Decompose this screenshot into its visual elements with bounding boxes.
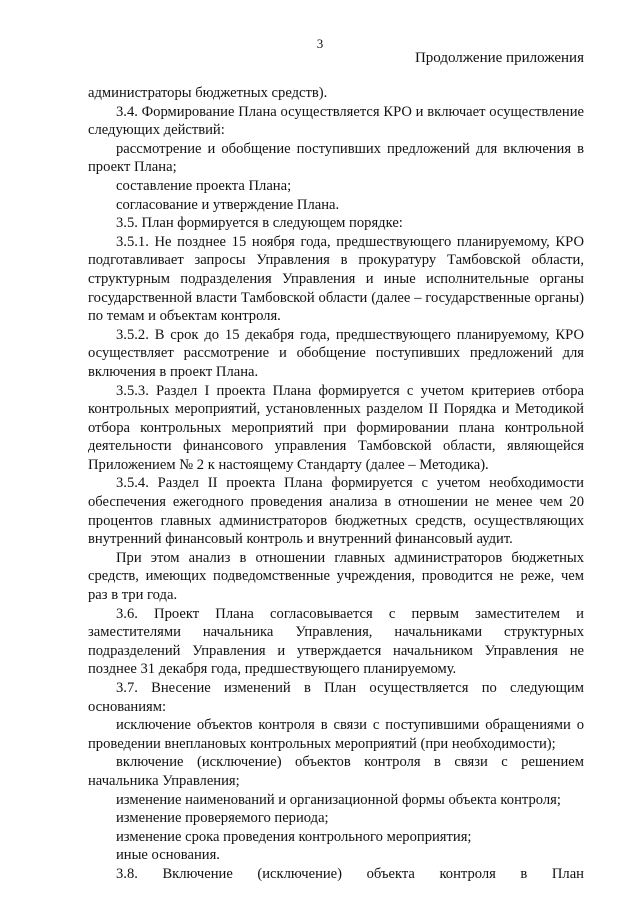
paragraph: изменение проверяемого периода; (116, 810, 329, 827)
paragraph: 3.7. Внесение изменений в План осуществляется по следующим основаниям: (88, 680, 584, 715)
paragraph: иные основания. (116, 847, 220, 864)
header-note: Продолжение приложения (414, 50, 584, 66)
paragraph: При этом анализ в отношении главных администраторов бюджетных средств, имеющих подведомственные учреждения, проводится не реже, чем раз в три года. (88, 549, 584, 604)
paragraph: 3.5. План формируется в следующем порядке: (116, 215, 403, 232)
paragraph: составление проекта Плана; (116, 177, 292, 194)
paragraph: исключение объектов контроля в связи с поступившими обращениями о проведении внеплановых контрольных мероприятий (при необходимости); (88, 717, 584, 752)
page-number: 3 (316, 36, 324, 51)
paragraph: 3.5.4. Раздел II проекта Плана формируется с учетом необходимости обеспечения ежегодного проведения анализа в отношении не менее чем 20 процентов главных администраторов бюджетных средств, осуществляющих внутренний финансовый контроль и внутренний финансовый аудит. (88, 475, 584, 548)
paragraph: 3.8. Включение (исключение) объекта контроля в План (116, 865, 584, 882)
paragraph: согласование и утверждение Плана. (116, 196, 340, 213)
paragraph: рассмотрение и обобщение поступивших предложений для включения в проект Плана; (88, 140, 584, 176)
paragraph: 3.5.3. Раздел I проекта Плана формируется с учетом критериев отбора контрольных мероприятий, установленных разделом II Порядка и Методикой отбора контрольных мероприятий при формировании плана контрольной деятельности финансового управления Тамбовской области, являющейся Приложением № 2 к настоящему Стандарту (далее – Методика). (88, 382, 584, 473)
paragraph: изменение срока проведения контрольного мероприятия; (116, 828, 472, 845)
paragraph: изменение наименований и организационной формы объекта контроля; (116, 791, 561, 808)
paragraph: 3.6. Проект Плана согласовывается с первым заместителем и заместителями начальника Управления, начальниками структурных подразделений Управления и утверждается начальником Управления не позднее 31 декабря года, предшествующего планируемому. (88, 605, 584, 678)
paragraph: включение (исключение) объектов контроля в связи с решением начальника Управления; (88, 754, 584, 789)
document-body (88, 84, 584, 884)
paragraph: 3.5.2. В срок до 15 декабря года, предшествующего планируемому, КРО осуществляет рассмотрение и обобщение поступивших предложений для включения в проект Плана. (88, 326, 584, 380)
paragraph: 3.4. Формирование Плана осуществляется КРО и включает осуществление следующих действий: (88, 103, 584, 139)
paragraph: 3.5.1. Не позднее 15 ноября года, предшествующего планируемому, КРО подготавливает запросы Управления в прокуратуру Тамбовской области, структурным подразделения Управления и иные исполнительные органы государственной власти Тамбовской области (далее – государственные органы) по темам и объектам контроля. (88, 233, 584, 325)
paragraph: администраторы бюджетных средств). (88, 85, 328, 101)
